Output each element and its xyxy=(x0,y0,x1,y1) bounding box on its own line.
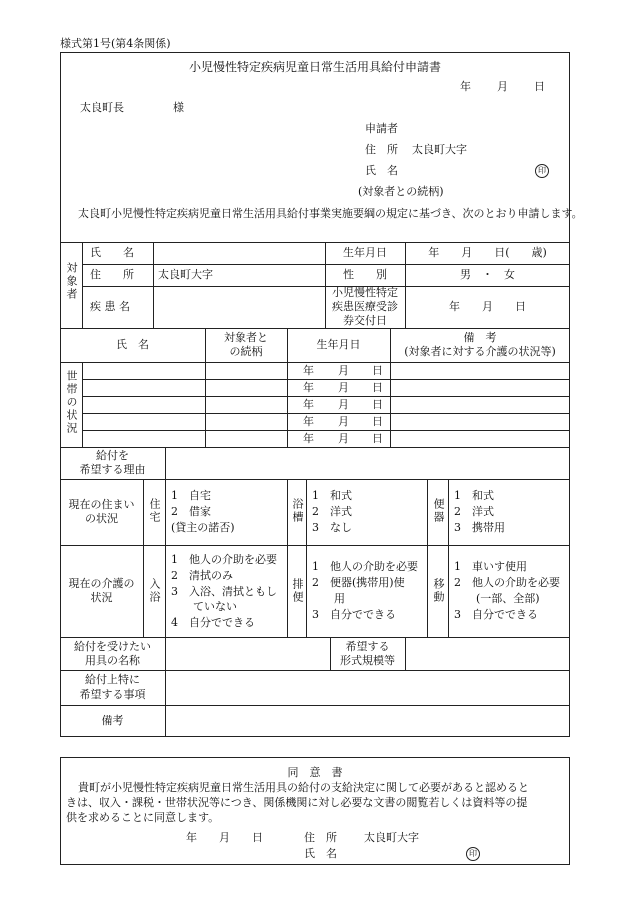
subject-side-label: 対象者 xyxy=(65,262,78,301)
application-form xyxy=(60,52,570,737)
subject-sex: 男 ・ 女 xyxy=(460,268,515,281)
consent-address: 太良町大字 xyxy=(364,831,419,844)
household-side-label: 世帯の状況 xyxy=(65,370,78,435)
addressee: 太良町長 xyxy=(80,101,124,114)
consent-date: 年 月 日 xyxy=(186,831,263,844)
item-label: 給付を受けたい xyxy=(74,640,151,653)
applicant-address: 太良町大字 xyxy=(412,143,467,156)
subject-birth-value: 年 月 日( 歳) xyxy=(428,246,547,259)
residence-label: 現在の住まい xyxy=(68,498,135,511)
form-title: 小児慢性特定疾病児童日常生活用具給付申請書 xyxy=(188,60,441,74)
consent-seal-mark: 印 xyxy=(466,847,480,861)
remarks-label: 備考 xyxy=(101,714,124,727)
form-number: 様式第1号(第4条関係) xyxy=(60,37,171,50)
subject-address: 太良町大字 xyxy=(158,268,213,281)
special-request-label: 給付上特に xyxy=(85,673,140,686)
consent-title: 同 意 書 xyxy=(287,766,343,779)
reason-label: 給付を xyxy=(96,449,129,462)
seal-mark: 印 xyxy=(535,164,549,178)
cert-date: 年 月 日 xyxy=(449,300,526,313)
consent-text: 貴町が小児慢性特定疾病児童日常生活用具の給付の支給決定に関して必要があると認めると xyxy=(78,781,529,794)
care-label: 現在の介護の xyxy=(68,577,135,590)
addressee-honorific: 様 xyxy=(173,101,184,114)
